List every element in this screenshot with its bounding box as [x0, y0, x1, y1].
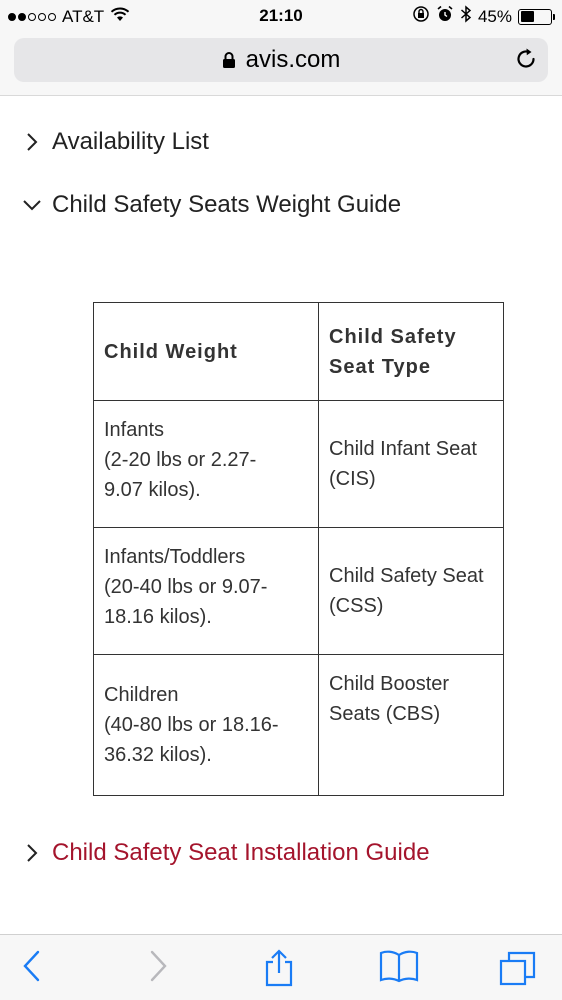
accordion-label: Availability List — [52, 128, 209, 155]
weight-range: (2-20 lbs or 2.27- — [104, 449, 257, 471]
table-row — [94, 655, 504, 796]
table-header-row — [94, 303, 504, 401]
accordion-installation-guide[interactable] — [22, 839, 430, 867]
seat-type: Child Infant Seat — [329, 438, 477, 460]
reload-icon[interactable] — [514, 47, 538, 78]
header-child-weight: Child Weight — [94, 303, 319, 401]
weight-range: 9.07 kilos). — [104, 479, 201, 501]
alarm-icon — [436, 5, 454, 28]
seat-type: Child Booster — [329, 673, 450, 695]
forward-icon[interactable] — [146, 949, 170, 983]
chevron-down-icon — [22, 199, 42, 211]
address-bar[interactable] — [14, 38, 548, 82]
weight-range: 36.32 kilos). — [104, 744, 212, 766]
battery-icon — [518, 9, 552, 25]
weight-range: 18.16 kilos). — [104, 606, 212, 628]
carrier-label: AT&T — [62, 6, 105, 26]
seat-type-cell — [319, 401, 504, 528]
weight-guide-table — [93, 302, 504, 796]
weight-category: Children — [104, 684, 179, 706]
weight-range: (40-80 lbs or 18.16- — [104, 714, 279, 736]
status-time: 21:10 — [259, 6, 303, 25]
accordion-label: Child Safety Seats Weight Guide — [52, 191, 402, 218]
browser-address-area — [0, 32, 562, 96]
weight-range: (20-40 lbs or 9.07- — [104, 576, 268, 598]
tabs-icon[interactable] — [498, 949, 538, 987]
battery-level-fill — [521, 11, 534, 22]
seat-type: (CSS) — [329, 595, 384, 617]
orientation-lock-icon — [412, 5, 430, 28]
header-seat-type: Child Safety Seat Type — [319, 303, 504, 401]
seat-type: (CIS) — [329, 468, 376, 490]
browser-toolbar — [0, 934, 562, 1000]
status-right — [412, 5, 552, 28]
seat-type-cell — [319, 655, 504, 796]
bookmarks-icon[interactable] — [378, 949, 420, 983]
accordion-weight-guide[interactable] — [22, 191, 401, 219]
chevron-right-icon — [22, 843, 42, 863]
status-bar — [0, 0, 562, 32]
accordion-availability-list[interactable] — [22, 128, 209, 156]
weight-cell — [94, 655, 319, 796]
bluetooth-icon — [460, 5, 472, 28]
accordion-label: Child Safety Seat Installation Guide — [52, 839, 430, 866]
seat-type: Seats (CBS) — [329, 703, 441, 725]
weight-cell — [94, 401, 319, 528]
seat-type: Child Safety Seat — [329, 565, 484, 587]
weight-category: Infants — [104, 419, 165, 441]
lock-icon — [222, 51, 236, 69]
weight-category: Infants/Toddlers — [104, 546, 246, 568]
seat-type-cell — [319, 528, 504, 655]
table-row — [94, 401, 504, 528]
table-row — [94, 528, 504, 655]
battery-percent: 45% — [477, 6, 512, 26]
chevron-right-icon — [22, 132, 42, 152]
share-icon[interactable] — [263, 949, 295, 987]
back-icon[interactable] — [20, 949, 44, 983]
url-text: avis.com — [245, 46, 341, 73]
weight-cell — [94, 528, 319, 655]
